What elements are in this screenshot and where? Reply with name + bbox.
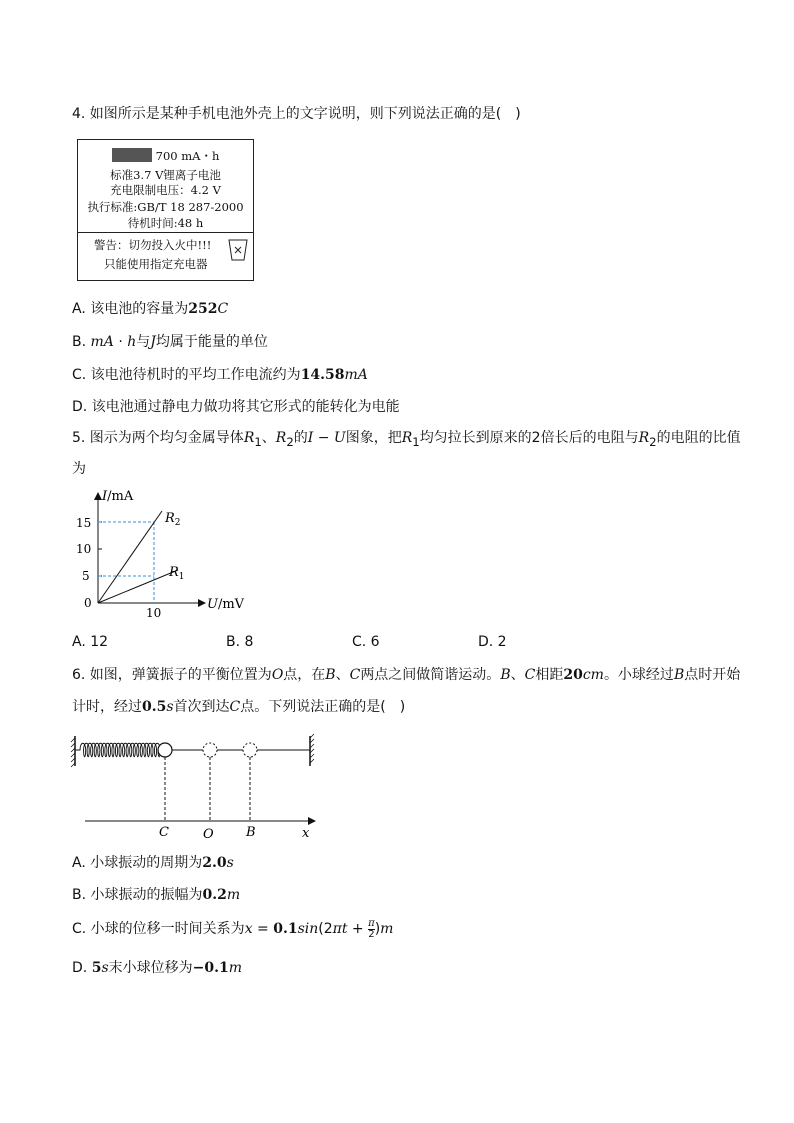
q6-stem-d: 相距 [535, 667, 564, 683]
q6-option-a-text: A. 小球振动的周期为 [72, 855, 203, 871]
q6-t: 0.5 [142, 699, 167, 715]
q6-b: B [325, 667, 336, 683]
battery-line5: 待机时间:48 h [127, 216, 204, 230]
q4-option-b-label: B. [72, 334, 91, 350]
q5-r1b: R [401, 430, 413, 446]
label-o: O [203, 827, 214, 842]
battery-brand-block [112, 148, 152, 162]
q5-stem-line2: 为 [72, 461, 86, 477]
q6-stem-line1 [72, 664, 740, 684]
q6-spring-diagram [70, 728, 330, 843]
q6-option-b[interactable] [72, 884, 240, 904]
q6-option-d-unit: m [228, 960, 242, 976]
q6-option-c-lp: (2 [318, 921, 333, 937]
q5-r2b: R [638, 430, 650, 446]
q4-option-b-dot: · [113, 334, 128, 350]
q4-option-c-text: C. 该电池待机时的平均工作电流约为 [72, 367, 301, 383]
q4-option-c[interactable] [72, 364, 368, 384]
q6-option-c-text: C. 小球的位移一时间关系为 [72, 921, 245, 937]
q6-option-c-rp: ) [374, 921, 381, 937]
battery-capacity-row [78, 148, 253, 164]
q6-option-d-time: 5 [91, 960, 102, 976]
q5-r1: R [243, 430, 255, 446]
label-b: B [246, 825, 256, 840]
q4-option-a-unit: C [217, 301, 229, 317]
q4-option-d[interactable]: D. 该电池通过静电力做功将其它形式的能转化为电能 [72, 399, 400, 415]
q6-stem2-c: 点。下列说法正确的是( ) [240, 699, 406, 715]
q6-option-c-sin: sin [297, 921, 319, 937]
q5-iu-graph [70, 485, 260, 620]
q6-option-d-s: s [101, 960, 109, 976]
battery-divider [78, 232, 253, 233]
ball [158, 743, 172, 757]
q6-stem2-b: 首次到达 [173, 699, 230, 715]
q5-r2-sub: 2 [286, 434, 294, 449]
q6-s: s [166, 699, 174, 715]
q6-stem-b: 点，在 [283, 667, 326, 683]
q5-sep: 、 [261, 430, 276, 446]
q5-ytick-15: 15 [76, 516, 92, 530]
q6-option-b-unit: m [226, 887, 241, 903]
q6-sep: 、 [335, 667, 350, 683]
q5-r1-label: $R_1$ [169, 565, 185, 582]
battery-line2: 标准3.7 V锂离子电池 [110, 168, 221, 182]
q6-option-a[interactable] [72, 852, 234, 872]
q6-c2: C [524, 667, 536, 683]
q5-option-b[interactable]: B. 8 [226, 634, 254, 650]
q5-x-label: U/mV [207, 597, 245, 612]
q6-option-c-den: 2 [368, 928, 375, 940]
ball-ghost-o [203, 743, 217, 757]
q5-ytick-5: 5 [82, 569, 90, 583]
q4-option-c-unit: mA [344, 367, 368, 383]
q5-r2-label: $R_2$ [165, 511, 181, 528]
q4-option-b-h: h [127, 334, 137, 350]
q5-ytick-10: 10 [76, 542, 92, 556]
q5-stem-a: 5. 图示为两个均匀金属导体 [72, 430, 244, 446]
q5-r1-sub: 1 [254, 434, 262, 449]
q4-option-b-and: 与 [136, 334, 151, 350]
q4-option-b-text: 均属于能量的单位 [155, 334, 268, 350]
q5-stem-b: 的 [293, 430, 308, 446]
q5-r1b-sub: 1 [412, 434, 420, 449]
q4-option-a-text: A. 该电池的容量为 [72, 301, 189, 317]
q6-option-c-plus: + [347, 921, 369, 937]
q5-r2: R [275, 430, 287, 446]
q6-stem-f: 点时开始 [684, 667, 741, 683]
q6-dist: 20 [563, 667, 583, 683]
q6-option-c-num: π [368, 917, 375, 929]
q6-option-a-value: 2.0 [202, 855, 227, 871]
q6-option-c[interactable] [72, 918, 393, 940]
q5-option-d[interactable]: D. 2 [478, 634, 507, 650]
battery-warning1: 警告：切勿投入火中!!! [94, 238, 212, 252]
q5-option-c[interactable]: C. 6 [352, 634, 380, 650]
q4-option-b[interactable] [72, 331, 268, 351]
battery-label [77, 139, 254, 281]
q6-option-c-fraction [368, 919, 375, 940]
q6-cm: cm [582, 667, 604, 683]
q6-sep2: 、 [510, 667, 525, 683]
q6-c3: C [229, 699, 241, 715]
q6-b2: B [500, 667, 511, 683]
battery-line4: 执行标准:GB/T 18 287-2000 [87, 200, 244, 214]
q6-option-c-eq: = [252, 921, 274, 937]
q4-option-a[interactable] [72, 298, 228, 318]
q6-b3: B [673, 667, 685, 683]
q5-iu: I − U [307, 430, 346, 446]
q6-c: C [349, 667, 361, 683]
q6-option-d-text: 末小球位移为 [108, 960, 193, 976]
q6-option-d-label: D. [72, 960, 92, 976]
q6-stem-c: 两点之间做简谐运动。 [360, 667, 501, 683]
q6-option-c-amp: 0.1 [273, 921, 298, 937]
q5-r2b-sub: 2 [649, 434, 657, 449]
battery-capacity: 700 mA・h [155, 149, 220, 163]
q6-stem-e: 。小球经过 [603, 667, 674, 683]
q5-stem-e: 的电阻的比值 [656, 430, 741, 446]
q6-option-c-m: m [380, 921, 394, 937]
q5-option-a[interactable]: A. 12 [72, 634, 109, 650]
q6-stem2-a: 计时，经过 [72, 699, 142, 715]
q6-o: O [271, 667, 284, 683]
q4-option-c-value: 14.58 [300, 367, 345, 383]
q5-xtick-10: 10 [146, 606, 162, 620]
q5-stem-line1 [72, 427, 741, 449]
q4-option-b-j: J [150, 334, 156, 350]
label-x: x [302, 826, 310, 841]
q4-stem: 4. 如图所示是某种手机电池外壳上的文字说明，则下列说法正确的是( ) [72, 106, 521, 122]
battery-line3: 充电限制电压：4.2 V [110, 183, 221, 197]
q6-option-c-pit: πt [332, 921, 348, 937]
ball-ghost-b [243, 743, 257, 757]
q4-option-a-value: 252 [188, 301, 218, 317]
q6-option-d-value: −0.1 [192, 960, 229, 976]
q5-stem-d: 均匀拉长到原来的2倍长后的电阻与 [419, 430, 639, 446]
no-fire-disposal-icon [228, 239, 248, 261]
q5-stem-c: 图象，把 [345, 430, 402, 446]
q6-option-b-text: B. 小球振动的振幅为 [72, 887, 203, 903]
q6-stem-a: 6. 如图，弹簧振子的平衡位置为 [72, 667, 272, 683]
spring [75, 743, 160, 757]
q6-option-d[interactable] [72, 957, 242, 977]
label-c: C [159, 825, 169, 840]
q6-option-c-x: x [244, 921, 253, 937]
q5-y-label: I/mA [102, 489, 134, 504]
battery-warning2: 只能使用指定充电器 [104, 257, 208, 271]
q6-option-a-unit: s [226, 855, 234, 871]
q6-stem-line2 [72, 696, 405, 716]
q6-option-b-value: 0.2 [202, 887, 227, 903]
q5-ytick-0: 0 [84, 596, 92, 610]
q4-option-b-ma: mA [90, 334, 114, 350]
q5-line-r2 [98, 511, 162, 603]
